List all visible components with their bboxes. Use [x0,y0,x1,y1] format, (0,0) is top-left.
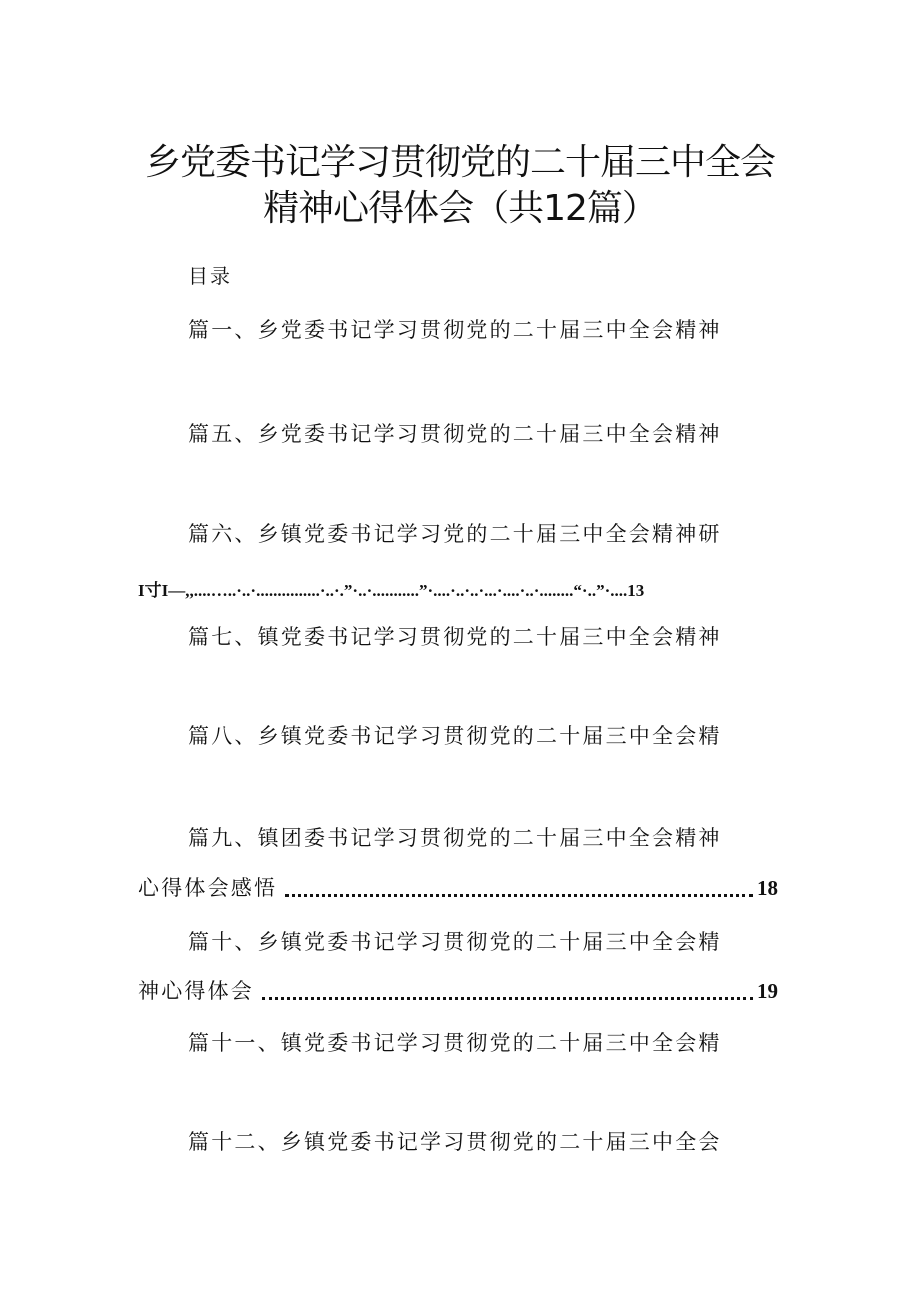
toc-item-1[interactable]: 篇一、乡党委书记学习贯彻党的二十届三中全会精神 [188,318,722,342]
toc-item-10-leader-row [138,975,778,1005]
toc-heading: 目录 [188,264,232,288]
toc-item-8[interactable]: 篇八、乡镇党委书记学习贯彻党的二十届三中全会精 [188,724,722,748]
toc-item-6-continuation: I寸I—,,....…..·..·...............·..·.”·..·...........”·....·..·..·...·....·..·........“·..”·....13 [138,581,645,600]
toc-item-10-page-number: 19 [757,979,778,1003]
dot-leader [285,894,753,897]
dot-leader [262,997,753,1000]
toc-item-5[interactable]: 篇五、乡党委书记学习贯彻党的二十届三中全会精神 [188,422,722,446]
toc-item-11[interactable]: 篇十一、镇党委书记学习贯彻党的二十届三中全会精 [188,1031,722,1055]
toc-item-7[interactable]: 篇七、镇党委书记学习贯彻党的二十届三中全会精神 [188,625,722,649]
toc-item-9-continuation: 心得体会感悟 [138,876,278,900]
toc-item-6[interactable]: 篇六、乡镇党委书记学习党的二十届三中全会精神研 [188,522,722,546]
toc-item-10[interactable]: 篇十、乡镇党委书记学习贯彻党的二十届三中全会精 [188,930,722,954]
toc-item-9-leader-row [138,872,778,902]
toc-item-10-continuation: 神心得体会 [138,979,254,1003]
document-title-line-2: 精神心得体会（共12篇） [263,188,657,229]
toc-item-12[interactable]: 篇十二、乡镇党委书记学习贯彻党的二十届三中全会 [188,1130,722,1154]
document-title-line-1: 乡党委书记学习贯彻党的二十届三中全会 [144,142,775,183]
toc-item-9[interactable]: 篇九、镇团委书记学习贯彻党的二十届三中全会精神 [188,826,722,850]
toc-item-9-page-number: 18 [757,876,778,900]
